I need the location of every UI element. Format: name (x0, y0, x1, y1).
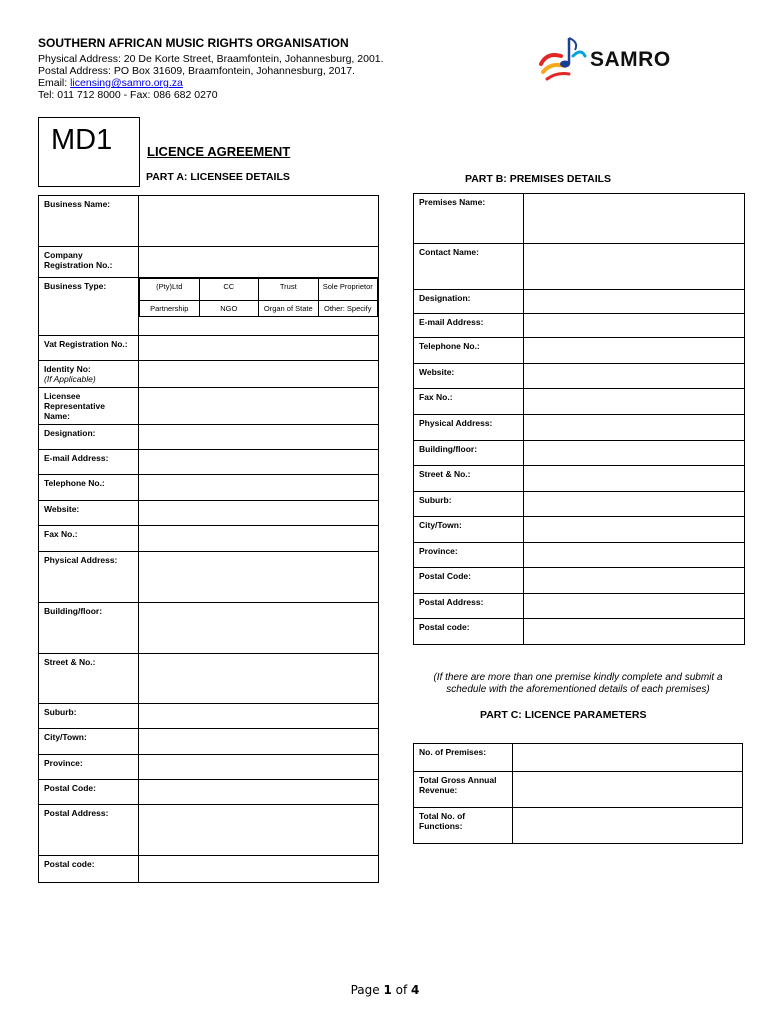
email-field-a[interactable] (139, 450, 379, 475)
premises-name-field[interactable] (524, 194, 745, 244)
licensee-details-table (38, 195, 379, 883)
postal-address-field-b[interactable] (524, 594, 745, 619)
identity-note: (If Applicable) (44, 374, 96, 384)
postal-code-field-a[interactable] (139, 780, 379, 805)
website-field-a[interactable] (139, 501, 379, 526)
page-of: of (391, 983, 412, 997)
street-field-b[interactable] (524, 466, 745, 492)
vat-label: Vat Registration No.: (39, 336, 139, 361)
physical-address-field-a[interactable] (139, 552, 379, 603)
designation-label-b: Designation: (414, 290, 524, 314)
postal-address-label-a: Postal Address: (39, 805, 139, 856)
building-label-a: Building/floor: (39, 603, 139, 654)
telephone-field-a[interactable] (139, 475, 379, 501)
physical-address-label-b: Physical Address: (414, 415, 524, 441)
designation-field-b[interactable] (524, 290, 745, 314)
type-trust[interactable]: Trust (259, 279, 319, 301)
premises-details-table (413, 193, 745, 645)
fax-field-a[interactable] (139, 526, 379, 552)
postal-code-field-b[interactable] (524, 568, 745, 594)
type-other-specify[interactable]: Other: Specify (318, 301, 378, 317)
postal-code2-label-b: Postal code: (414, 619, 524, 645)
licensee-rep-label: Licensee Representative Name: (39, 388, 139, 425)
fax-label-b: Fax No.: (414, 389, 524, 415)
telephone-field-b[interactable] (524, 338, 745, 364)
premises-no-field[interactable] (513, 744, 743, 772)
city-field-b[interactable] (524, 517, 745, 543)
email-field-b[interactable] (524, 314, 745, 338)
identity-label (39, 361, 139, 388)
suburb-field-a[interactable] (139, 704, 379, 729)
company-reg-label: Company Registration No.: (39, 247, 139, 278)
fax-field-b[interactable] (524, 389, 745, 415)
email-link[interactable]: licensing@samro.org.za (70, 77, 183, 89)
contact-name-field[interactable] (524, 244, 745, 290)
functions-label: Total No. of Functions: (414, 808, 513, 844)
type-cc[interactable]: CC (199, 279, 259, 301)
building-field-a[interactable] (139, 603, 379, 654)
designation-field[interactable] (139, 425, 379, 450)
province-field-a[interactable] (139, 755, 379, 780)
physical-address-line: Physical Address: 20 De Korte Street, Braamfontein, Johannesburg, 2001. (38, 53, 384, 65)
physical-address-field-b[interactable] (524, 415, 745, 441)
street-label-a: Street & No.: (39, 654, 139, 704)
email-label-b: E-mail Address: (414, 314, 524, 338)
website-label-a: Website: (39, 501, 139, 526)
licensee-rep-field[interactable] (139, 388, 379, 425)
city-label-b: City/Town: (414, 517, 524, 543)
physical-address-label-a: Physical Address: (39, 552, 139, 603)
city-field-a[interactable] (139, 729, 379, 755)
postal-code2-label-a: Postal code: (39, 856, 139, 883)
postal-code2-field-a[interactable] (139, 856, 379, 883)
tel-fax-line: Tel: 011 712 8000 - Fax: 086 682 0270 (38, 89, 218, 101)
postal-address-field-a[interactable] (139, 805, 379, 856)
postal-address-line: Postal Address: PO Box 31609, Braamfontein, Johannesburg, 2017. (38, 65, 355, 77)
part-a-heading: PART A: LICENSEE DETAILS (146, 171, 290, 183)
functions-field[interactable] (513, 808, 743, 844)
vat-field[interactable] (139, 336, 379, 361)
business-type-label: Business Type: (39, 278, 139, 336)
email-line (38, 77, 183, 89)
designation-label: Designation: (39, 425, 139, 450)
postal-code2-field-b[interactable] (524, 619, 745, 645)
website-label-b: Website: (414, 364, 524, 389)
suburb-field-b[interactable] (524, 492, 745, 517)
gross-revenue-label: Total Gross Annual Revenue: (414, 772, 513, 808)
province-label-a: Province: (39, 755, 139, 780)
type-sole-proprietor[interactable]: Sole Proprietor (318, 279, 378, 301)
type-partnership[interactable]: Partnership (140, 301, 200, 317)
website-field-b[interactable] (524, 364, 745, 389)
street-field-a[interactable] (139, 654, 379, 704)
suburb-label-a: Suburb: (39, 704, 139, 729)
city-label-a: City/Town: (39, 729, 139, 755)
type-ngo[interactable]: NGO (199, 301, 259, 317)
identity-label-text: Identity No: (44, 364, 91, 374)
company-reg-field[interactable] (139, 247, 379, 278)
building-label-b: Building/floor: (414, 441, 524, 466)
business-name-label: Business Name: (39, 196, 139, 247)
page-footer (0, 983, 770, 997)
email-label-a: E-mail Address: (39, 450, 139, 475)
street-label-b: Street & No.: (414, 466, 524, 492)
postal-code-label-a: Postal Code: (39, 780, 139, 805)
premises-name-label: Premises Name: (414, 194, 524, 244)
business-name-field[interactable] (139, 196, 379, 247)
form-title: LICENCE AGREEMENT (147, 144, 291, 159)
org-name: SOUTHERN AFRICAN MUSIC RIGHTS ORGANISATION (38, 36, 349, 50)
licence-parameters-table (413, 743, 743, 844)
email-label: Email: (38, 77, 71, 89)
telephone-label-a: Telephone No.: (39, 475, 139, 501)
page-prefix: Page (350, 983, 384, 997)
building-field-b[interactable] (524, 441, 745, 466)
suburb-label-b: Suburb: (414, 492, 524, 517)
page-number: 1 (383, 983, 392, 997)
contact-name-label: Contact Name: (414, 244, 524, 290)
postal-code-label-b: Postal Code: (414, 568, 524, 594)
fax-label-a: Fax No.: (39, 526, 139, 552)
page-total: 4 (411, 983, 420, 997)
form-code-box: MD1 (38, 117, 140, 187)
logo-text: SAMRO (590, 48, 671, 71)
province-field-b[interactable] (524, 543, 745, 568)
part-b-heading: PART B: PREMISES DETAILS (465, 173, 612, 185)
postal-address-label-b: Postal Address: (414, 594, 524, 619)
part-c-heading: PART C: LICENCE PARAMETERS (480, 709, 647, 721)
business-type-grid (139, 278, 379, 336)
identity-field[interactable] (139, 361, 379, 388)
province-label-b: Province: (414, 543, 524, 568)
type-organ-of-state[interactable]: Organ of State (259, 301, 319, 317)
gross-revenue-field[interactable] (513, 772, 743, 808)
premises-no-label: No. of Premises: (414, 744, 513, 772)
telephone-label-b: Telephone No.: (414, 338, 524, 364)
premises-schedule-note: (If there are more than one premise kindly complete and submit a schedule with the aforementioned details of each premises) (433, 672, 723, 695)
type-pty-ltd[interactable]: (Pty)Ltd (140, 279, 200, 301)
